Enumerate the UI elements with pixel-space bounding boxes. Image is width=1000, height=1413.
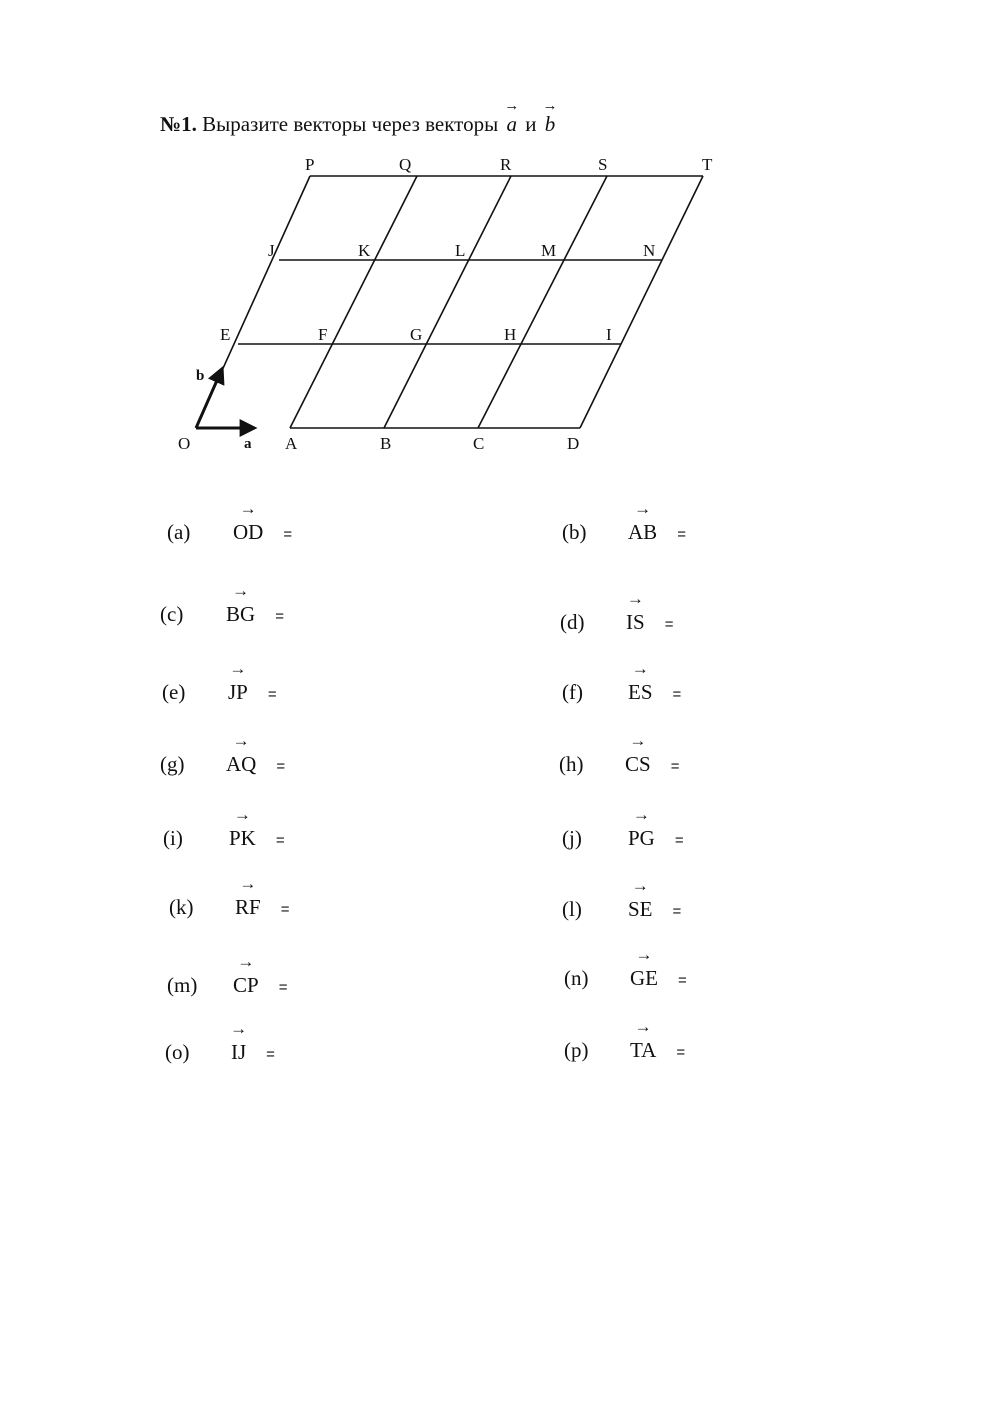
vector-arrow-icon: → [635,945,653,964]
exercise-instruction: Выразите векторы через векторы [202,112,499,136]
task-vector-name: AQ [226,752,257,776]
point-label-L: L [455,241,466,260]
vector-arrow-icon: → [239,499,257,518]
task-a [167,499,293,545]
equals-sign: = [280,901,290,918]
vector-arrow-icon: → [634,499,652,518]
parallelogram-grid-diagram [0,0,1000,480]
task-vector [628,876,653,922]
task-vector-name: GE [630,966,658,990]
task-label: (h) [559,752,584,776]
task-label: (b) [562,520,587,544]
vector-arrow-icon: → [239,874,257,893]
task-label: (f) [562,680,583,704]
vector-arrow-icon: → [237,952,255,971]
task-l [562,876,682,922]
task-j [562,805,684,851]
equals-sign: = [283,526,293,543]
vector-arrow-icon: → [230,1019,248,1038]
task-vector-name: RF [235,895,261,919]
task-label: (k) [169,895,194,919]
point-label-T: T [702,155,713,174]
task-vector-name: PG [628,826,655,850]
task-vector-name: JP [228,680,248,704]
point-label-A: A [285,434,298,453]
conjunction: и [525,112,537,136]
equals-sign: = [278,979,288,996]
task-label: (n) [564,966,589,990]
task-vector [630,945,658,991]
task-f [562,659,682,705]
task-o [165,1019,275,1065]
task-h [559,731,680,777]
point-label-M: M [541,241,557,260]
vector-arrow-icon: → [232,581,250,600]
point-label-G: G [410,325,423,344]
task-vector [628,805,655,851]
task-label: (i) [163,826,183,850]
task-k [169,874,290,920]
task-b [562,499,686,545]
equals-sign: = [674,832,684,849]
task-i [163,805,285,851]
task-vector [235,874,261,920]
task-label: (m) [167,973,198,997]
task-vector-name: SE [628,897,653,921]
vector-a-symbol: → a [506,112,517,137]
point-label-R: R [500,155,512,174]
task-vector-name: BG [226,602,256,626]
task-vector-name: AB [628,520,658,544]
task-p [564,1017,686,1063]
point-label-C: C [473,434,485,453]
equals-sign: = [276,758,286,775]
task-e [162,659,277,705]
task-vector-name: ES [628,680,653,704]
task-vector [628,659,653,705]
equals-sign: = [275,832,285,849]
point-label-P: P [305,155,315,174]
task-vector-name: PK [229,826,256,850]
equals-sign: = [664,616,674,633]
equals-sign: = [672,686,682,703]
equals-sign: = [678,972,687,989]
point-label-O: O [178,434,191,453]
task-vector-name: IJ [231,1040,247,1064]
task-n [564,945,687,991]
vector-arrow-icon: → [634,1017,652,1036]
task-label: (j) [562,826,582,850]
point-label-K: K [358,241,371,260]
task-vector [229,805,256,851]
task-m [167,952,288,998]
vector-arrow-icon: → [631,659,649,678]
vector-arrow-icon: → [233,805,251,824]
line-DT [580,176,703,428]
vector-arrow-icon: → [632,805,650,824]
task-vector [626,589,645,635]
task-label: (o) [165,1040,190,1064]
line-AQ [290,176,417,428]
point-label-Q: Q [399,155,412,174]
task-vector-name: IS [626,610,645,634]
task-label: (d) [560,610,585,634]
equals-sign: = [266,1046,275,1063]
point-label-J: J [268,241,275,260]
task-g [160,731,286,777]
line-BR [384,176,511,428]
task-label: (l) [562,897,582,921]
task-vector-name: CS [625,752,651,776]
vector-arrow-icon: → [232,731,250,750]
vector-a-label: a [244,436,252,452]
point-label-I: I [606,325,612,344]
task-vector [233,499,264,545]
exercise-number: №1. [160,112,197,136]
equals-sign: = [672,903,682,920]
vector-b-symbol: → b [545,112,556,137]
task-label: (c) [160,602,184,626]
task-vector [226,581,256,627]
task-vector [228,659,248,705]
point-label-S: S [598,155,608,174]
task-vector [226,731,257,777]
equals-sign: = [670,758,680,775]
point-label-E: E [220,325,231,344]
task-label: (a) [167,520,191,544]
task-d [560,589,674,635]
equals-sign: = [676,1044,686,1061]
equals-sign: = [275,608,284,625]
vector-arrow-icon: → [626,589,644,608]
point-label-H: H [504,325,517,344]
task-label: (p) [564,1038,589,1062]
vector-arrow-icon: → [229,659,247,678]
task-vector [630,1017,657,1063]
task-vector-name: TA [630,1038,657,1062]
task-c [160,581,284,627]
task-vector-name: OD [233,520,264,544]
task-label: (e) [162,680,186,704]
vector-arrow-icon: → [631,876,649,895]
task-vector [625,731,651,777]
task-vector [233,952,259,998]
point-label-B: B [380,434,392,453]
task-vector [628,499,658,545]
line-CS [478,176,607,428]
point-label-N: N [643,241,656,260]
point-label-D: D [567,434,580,453]
task-vector [230,1019,248,1065]
task-label: (g) [160,752,185,776]
point-label-F: F [318,325,328,344]
equals-sign: = [677,526,686,543]
vector-b-label: b [196,368,205,384]
vector-arrow-icon: → [629,731,647,750]
task-vector-name: CP [233,973,259,997]
equals-sign: = [267,686,277,703]
